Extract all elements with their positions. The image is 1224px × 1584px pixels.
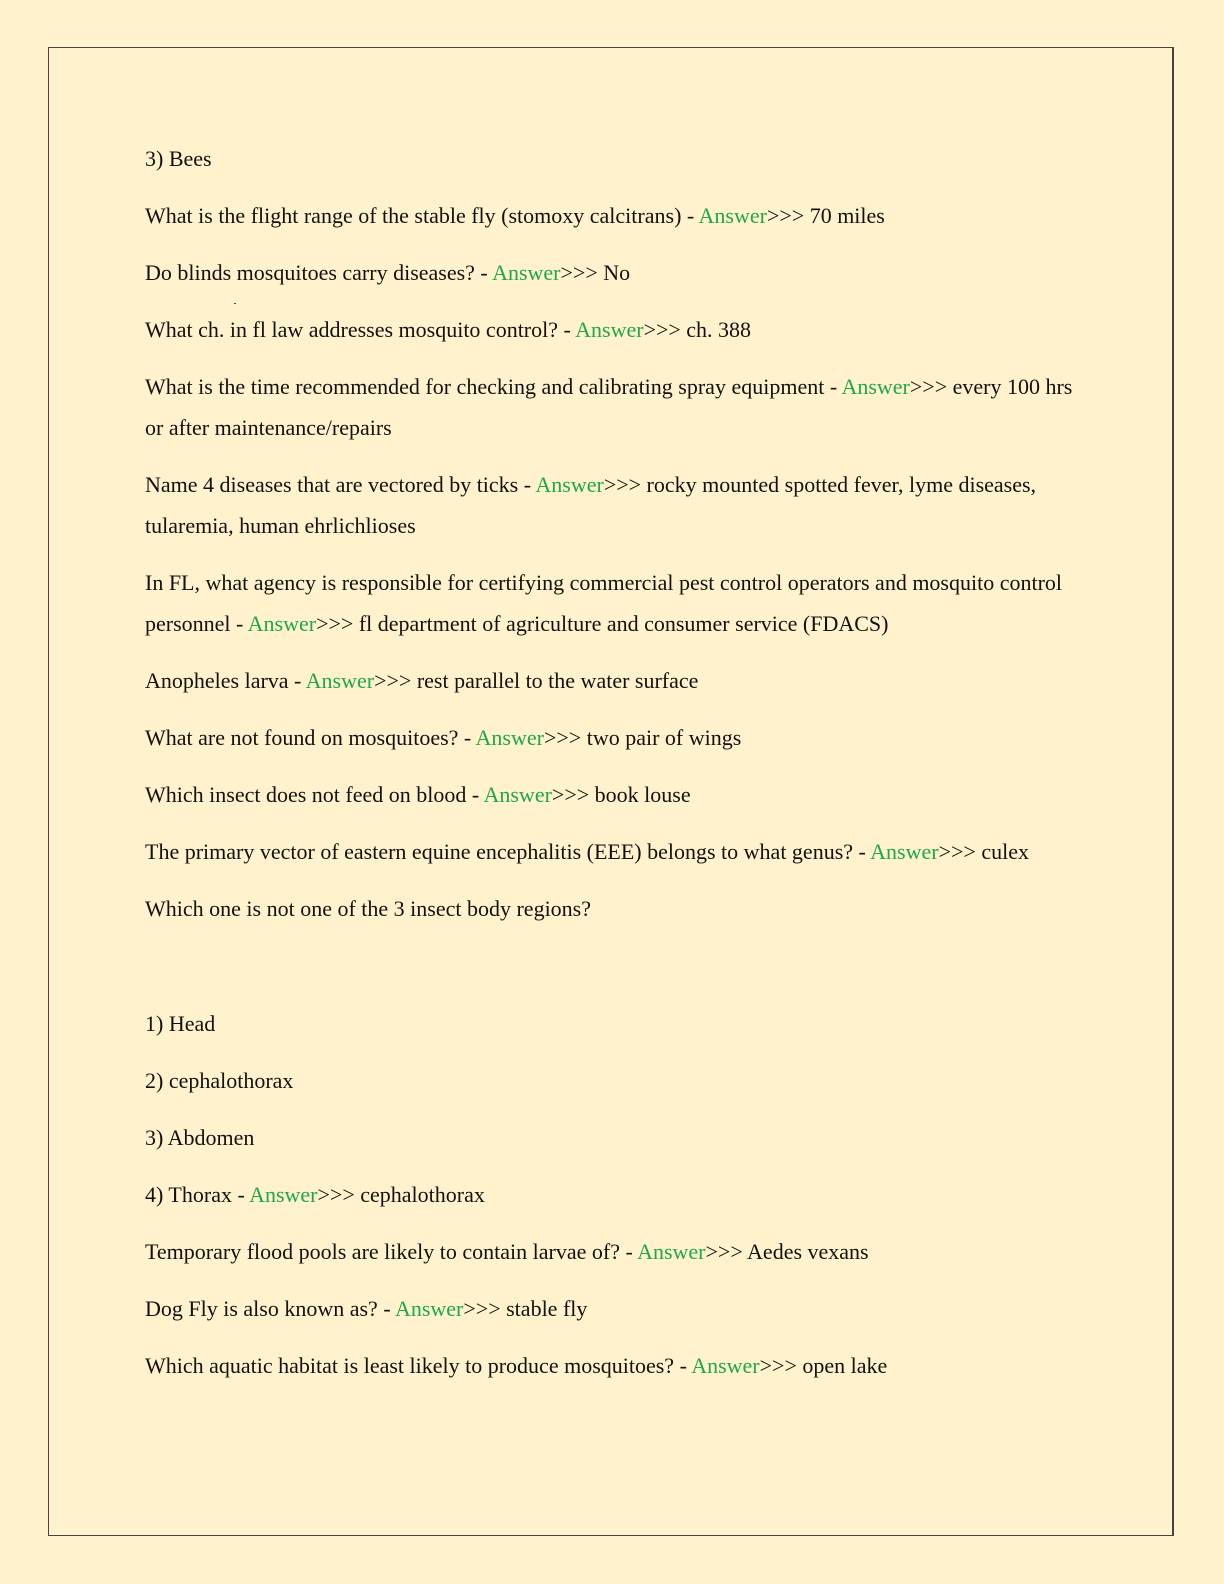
qa-line <box>145 1060 1085 1101</box>
answer-label: Answer <box>637 1239 706 1264</box>
qa-line <box>145 464 1085 546</box>
answer-separator: >>> <box>543 725 582 750</box>
qa-document-body <box>145 138 1085 1402</box>
question-text: Which one is not one of the 3 insect body regions? <box>145 896 592 921</box>
question-text: 2) cephalothorax <box>145 1068 294 1093</box>
answer-text: Aedes vexans <box>742 1239 869 1264</box>
answer-separator: >>> <box>463 1296 501 1321</box>
question-text: Which aquatic habitat is least likely to produce mosquitoes? - <box>145 1353 692 1378</box>
question-text: Dog Fly is also known as? - <box>145 1296 395 1321</box>
question-text: Do blinds mosquitoes carry diseases? - <box>145 260 493 285</box>
answer-separator: >>> <box>316 611 354 636</box>
qa-line <box>145 660 1085 701</box>
answer-text: stable fly <box>500 1296 588 1321</box>
question-text: The primary vector of eastern equine encephalitis (EEE) belongs to what genus? - <box>145 839 871 864</box>
answer-separator: >>> <box>643 317 681 342</box>
qa-line <box>145 774 1085 815</box>
answer-text: cephalothorax <box>354 1182 485 1207</box>
question-text: 3) Abdomen <box>145 1125 255 1150</box>
qa-line <box>145 1003 1085 1044</box>
answer-label: Answer <box>575 317 644 342</box>
question-text: Which insect does not feed on blood - <box>145 782 484 807</box>
answer-text: every 100 hrs or after maintenance/repairs <box>145 374 1073 440</box>
question-text: What ch. in fl law addresses mosquito control? - <box>145 317 576 342</box>
answer-separator: >>> <box>317 1182 355 1207</box>
answer-text: culex <box>975 839 1029 864</box>
question-text: Temporary flood pools are likely to contain larvae of? - <box>145 1239 638 1264</box>
answer-text: 70 miles <box>804 203 885 228</box>
question-text: What is the flight range of the stable fly (stomoxy calcitrans) - <box>145 203 699 228</box>
answer-separator: >>> <box>705 1239 743 1264</box>
question-text: What are not found on mosquitoes? - <box>145 725 476 750</box>
answer-label: Answer <box>483 782 552 807</box>
answer-label: Answer <box>305 668 375 693</box>
answer-separator: >>> <box>766 203 805 228</box>
qa-line <box>145 138 1085 179</box>
answer-separator: >>> <box>374 668 412 693</box>
qa-line <box>145 562 1085 644</box>
question-text: 4) Thorax - <box>145 1182 250 1207</box>
qa-line <box>145 195 1085 236</box>
answer-label: Answer <box>698 203 767 228</box>
qa-line <box>145 1345 1085 1386</box>
answer-label: Answer <box>492 260 561 285</box>
answer-label: Answer <box>394 1296 464 1321</box>
answer-label: Answer <box>535 472 604 497</box>
question-text: Name 4 diseases that are vectored by ticks - <box>145 472 536 497</box>
answer-label: Answer <box>247 611 317 636</box>
answer-separator: >>> <box>560 260 598 285</box>
answer-label: Answer <box>841 374 910 399</box>
answer-text: two pair of wings <box>581 725 742 750</box>
qa-line <box>145 888 1085 929</box>
question-text: Anopheles larva - <box>145 668 306 693</box>
answer-text: ch. 388 <box>680 317 752 342</box>
qa-line <box>145 309 1085 350</box>
answer-separator: >>> <box>603 472 642 497</box>
answer-separator: >>> <box>759 1353 797 1378</box>
answer-text: No <box>597 260 631 285</box>
qa-line <box>145 252 1085 293</box>
qa-line <box>145 1174 1085 1215</box>
answer-text: open lake <box>796 1353 888 1378</box>
qa-line <box>145 1231 1085 1272</box>
qa-line <box>145 366 1085 448</box>
answer-separator: >>> <box>909 374 948 399</box>
qa-line <box>145 1117 1085 1158</box>
question-text: 1) Head <box>145 1011 216 1036</box>
question-text: What is the time recommended for checking and calibrating spray equipment - <box>145 374 842 399</box>
answer-label: Answer <box>870 839 939 864</box>
answer-separator: >>> <box>938 839 976 864</box>
answer-label: Answer <box>249 1182 318 1207</box>
answer-text: rest parallel to the water surface <box>411 668 699 693</box>
answer-label: Answer <box>691 1353 760 1378</box>
question-text: 3) Bees <box>145 146 212 171</box>
qa-line <box>145 1288 1085 1329</box>
answer-separator: >>> <box>551 782 590 807</box>
answer-text: fl department of agriculture and consumer service (FDACS) <box>353 611 889 636</box>
answer-text: book louse <box>589 782 691 807</box>
answer-label: Answer <box>475 725 544 750</box>
answer-text: rocky mounted spotted fever, lyme diseases, tularemia, human ehrlichlioses <box>145 472 1037 538</box>
blank-spacer <box>145 945 1085 1003</box>
qa-line <box>145 831 1085 872</box>
question-text: In FL, what agency is responsible for certifying commercial pest control operators and mosquito control personnel - <box>145 570 1063 636</box>
qa-line <box>145 717 1085 758</box>
